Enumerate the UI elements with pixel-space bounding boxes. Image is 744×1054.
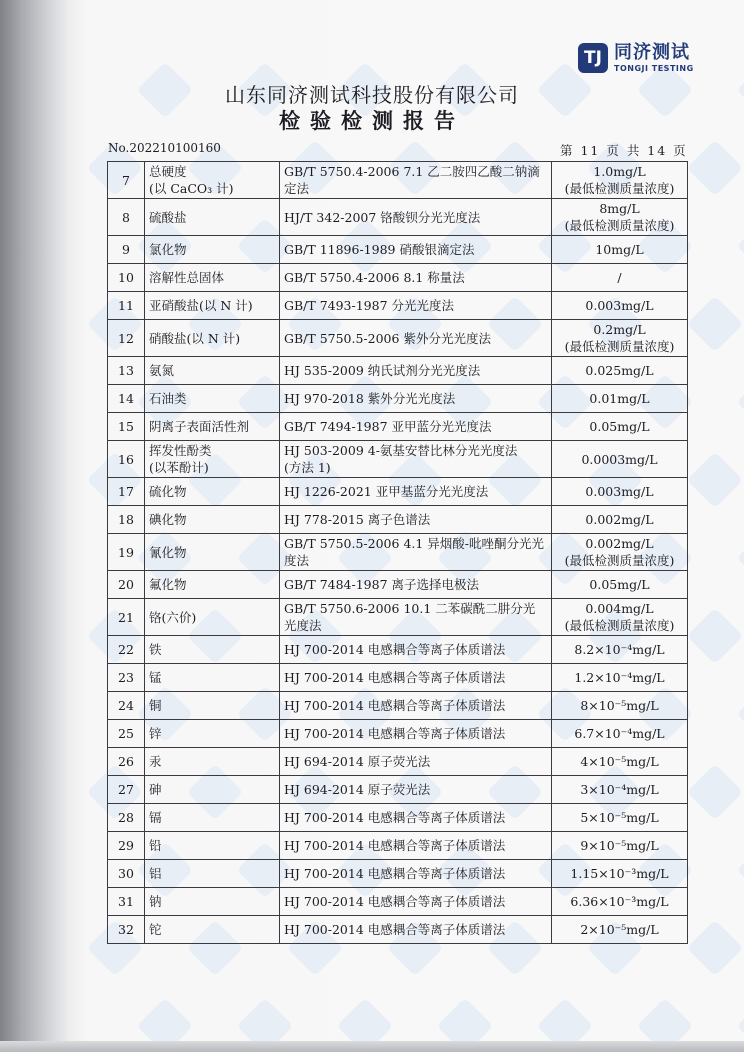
item-name: 碘化物 <box>145 506 280 534</box>
table-row <box>108 413 688 441</box>
test-method: HJ 700-2014 电感耦合等离子体质谱法 <box>280 888 552 916</box>
item-name: 挥发性酚类 (以苯酚计) <box>145 441 280 478</box>
watermark-logo-icon <box>737 842 744 899</box>
test-items-table <box>107 161 688 944</box>
test-method: HJ 694-2014 原子荧光法 <box>280 776 552 804</box>
table-row <box>108 804 688 832</box>
item-name: 钠 <box>145 888 280 916</box>
item-name: 硝酸盐(以 N 计) <box>145 320 280 357</box>
detection-limit: 4×10⁻⁵mg/L <box>552 748 688 776</box>
detection-limit: 0.004mg/L (最低检测质量浓度) <box>552 599 688 636</box>
item-name: 铅 <box>145 832 280 860</box>
item-name: 铁 <box>145 636 280 664</box>
test-method: GB/T 5750.4-2006 7.1 乙二胺四乙酸二钠滴定法 <box>280 162 552 199</box>
item-name: 硫化物 <box>145 478 280 506</box>
detection-limit: 0.002mg/L (最低检测质量浓度) <box>552 534 688 571</box>
detection-limit: 6.7×10⁻⁴mg/L <box>552 720 688 748</box>
row-number: 16 <box>108 441 145 478</box>
table-row <box>108 441 688 478</box>
item-name: 镉 <box>145 804 280 832</box>
test-method: HJ 1226-2021 亚甲基蓝分光光度法 <box>280 478 552 506</box>
item-name: 锰 <box>145 664 280 692</box>
row-number: 21 <box>108 599 145 636</box>
test-method: HJ 700-2014 电感耦合等离子体质谱法 <box>280 804 552 832</box>
detection-limit: 9×10⁻⁵mg/L <box>552 832 688 860</box>
row-number: 19 <box>108 534 145 571</box>
detection-limit: 8mg/L (最低检测质量浓度) <box>552 199 688 236</box>
row-number: 12 <box>108 320 145 357</box>
test-method: HJ 700-2014 电感耦合等离子体质谱法 <box>280 636 552 664</box>
row-number: 24 <box>108 692 145 720</box>
item-name: 石油类 <box>145 385 280 413</box>
test-method: HJ 700-2014 电感耦合等离子体质谱法 <box>280 720 552 748</box>
test-method: HJ 700-2014 电感耦合等离子体质谱法 <box>280 860 552 888</box>
detection-limit: 0.05mg/L <box>552 413 688 441</box>
watermark-logo-icon <box>687 296 744 353</box>
table-row <box>108 478 688 506</box>
row-number: 10 <box>108 264 145 292</box>
detection-limit: 0.0003mg/L <box>552 441 688 478</box>
item-name: 铜 <box>145 692 280 720</box>
row-number: 25 <box>108 720 145 748</box>
table-row <box>108 888 688 916</box>
table-row <box>108 636 688 664</box>
test-method: HJ 700-2014 电感耦合等离子体质谱法 <box>280 664 552 692</box>
watermark-logo-icon <box>687 608 744 665</box>
item-name: 溶解性总固体 <box>145 264 280 292</box>
detection-limit: 10mg/L <box>552 236 688 264</box>
row-number: 13 <box>108 357 145 385</box>
table-row <box>108 264 688 292</box>
table-row <box>108 692 688 720</box>
detection-limit: 8.2×10⁻⁴mg/L <box>552 636 688 664</box>
item-name: 铬(六价) <box>145 599 280 636</box>
item-name: 砷 <box>145 776 280 804</box>
test-method: HJ/T 342-2007 铬酸钡分光光度法 <box>280 199 552 236</box>
page-indicator: 第 11 页 共 14 页 <box>560 143 688 158</box>
item-name: 总硬度 (以 CaCO₃ 计) <box>145 162 280 199</box>
test-method: HJ 535-2009 纳氏试剂分光光度法 <box>280 357 552 385</box>
detection-limit: 1.15×10⁻³mg/L <box>552 860 688 888</box>
test-method: HJ 970-2018 紫外分光光度法 <box>280 385 552 413</box>
item-name: 锌 <box>145 720 280 748</box>
table-row <box>108 748 688 776</box>
test-method: HJ 700-2014 电感耦合等离子体质谱法 <box>280 916 552 944</box>
test-method: GB/T 7493-1987 分光光度法 <box>280 292 552 320</box>
test-method: HJ 700-2014 电感耦合等离子体质谱法 <box>280 832 552 860</box>
row-number: 26 <box>108 748 145 776</box>
table-row <box>108 199 688 236</box>
test-method: GB/T 5750.5-2006 紫外分光光度法 <box>280 320 552 357</box>
detection-limit: 3×10⁻⁴mg/L <box>552 776 688 804</box>
detection-limit: 6.36×10⁻³mg/L <box>552 888 688 916</box>
test-method: GB/T 5750.6-2006 10.1 二苯碳酰二肼分光光度法 <box>280 599 552 636</box>
detection-limit: 8×10⁻⁵mg/L <box>552 692 688 720</box>
test-method: HJ 778-2015 离子色谱法 <box>280 506 552 534</box>
table-row <box>108 832 688 860</box>
watermark-logo-icon <box>687 452 744 509</box>
test-method: HJ 503-2009 4-氨基安替比林分光光度法 (方法 1) <box>280 441 552 478</box>
detection-limit: / <box>552 264 688 292</box>
detection-limit: 0.2mg/L (最低检测质量浓度) <box>552 320 688 357</box>
test-method: GB/T 7484-1987 离子选择电极法 <box>280 571 552 599</box>
logo-name-en: TONGJI TESTING <box>614 63 694 73</box>
tongji-logo-icon: TJ <box>578 43 608 73</box>
row-number: 23 <box>108 664 145 692</box>
table-row <box>108 776 688 804</box>
row-number: 14 <box>108 385 145 413</box>
row-number: 8 <box>108 199 145 236</box>
watermark-logo-icon <box>737 530 744 587</box>
test-method: GB/T 5750.4-2006 8.1 称量法 <box>280 264 552 292</box>
detection-limit: 0.05mg/L <box>552 571 688 599</box>
detection-limit: 0.01mg/L <box>552 385 688 413</box>
company-logo <box>578 40 708 76</box>
table-row <box>108 571 688 599</box>
row-number: 17 <box>108 478 145 506</box>
item-name: 亚硝酸盐(以 N 计) <box>145 292 280 320</box>
table-row <box>108 599 688 636</box>
watermark-logo-icon <box>737 374 744 431</box>
table-row <box>108 357 688 385</box>
row-number: 29 <box>108 832 145 860</box>
table-row <box>108 720 688 748</box>
table-row <box>108 860 688 888</box>
item-name: 铊 <box>145 916 280 944</box>
test-method: GB/T 7494-1987 亚甲蓝分光光度法 <box>280 413 552 441</box>
row-number: 7 <box>108 162 145 199</box>
detection-limit: 0.002mg/L <box>552 506 688 534</box>
row-number: 11 <box>108 292 145 320</box>
detection-limit: 1.2×10⁻⁴mg/L <box>552 664 688 692</box>
table-row <box>108 664 688 692</box>
row-number: 30 <box>108 860 145 888</box>
table-row <box>108 534 688 571</box>
detection-limit: 1.0mg/L (最低检测质量浓度) <box>552 162 688 199</box>
scan-bottom-edge <box>0 1041 744 1052</box>
detection-limit: 2×10⁻⁵mg/L <box>552 916 688 944</box>
row-number: 18 <box>108 506 145 534</box>
item-name: 氨氮 <box>145 357 280 385</box>
table-row <box>108 292 688 320</box>
watermark-logo-icon <box>737 686 744 743</box>
report-title: 检验检测报告 <box>279 108 465 133</box>
watermark-logo-icon <box>687 140 744 197</box>
item-name: 铝 <box>145 860 280 888</box>
report-number: No.202210100160 <box>108 141 221 155</box>
item-name: 氟化物 <box>145 571 280 599</box>
row-number: 31 <box>108 888 145 916</box>
table-row <box>108 506 688 534</box>
detection-limit: 5×10⁻⁵mg/L <box>552 804 688 832</box>
row-number: 32 <box>108 916 145 944</box>
watermark-logo-icon <box>687 920 744 977</box>
detection-limit: 0.003mg/L <box>552 478 688 506</box>
company-name: 山东同济测试科技股份有限公司 <box>225 83 519 107</box>
row-number: 27 <box>108 776 145 804</box>
table-row <box>108 385 688 413</box>
row-number: 15 <box>108 413 145 441</box>
test-method: GB/T 11896-1989 硝酸银滴定法 <box>280 236 552 264</box>
item-name: 阴离子表面活性剂 <box>145 413 280 441</box>
watermark-logo-icon <box>737 218 744 275</box>
row-number: 22 <box>108 636 145 664</box>
table-row <box>108 236 688 264</box>
detection-limit: 0.003mg/L <box>552 292 688 320</box>
watermark-logo-icon <box>687 764 744 821</box>
table-row <box>108 162 688 199</box>
logo-name-cn: 同济测试 <box>614 41 690 63</box>
row-number: 28 <box>108 804 145 832</box>
test-method: HJ 700-2014 电感耦合等离子体质谱法 <box>280 692 552 720</box>
item-name: 氰化物 <box>145 534 280 571</box>
detection-limit: 0.025mg/L <box>552 357 688 385</box>
row-number: 20 <box>108 571 145 599</box>
row-number: 9 <box>108 236 145 264</box>
test-method: HJ 694-2014 原子荧光法 <box>280 748 552 776</box>
test-method: GB/T 5750.5-2006 4.1 异烟酸-吡唑酮分光光度法 <box>280 534 552 571</box>
item-name: 硫酸盐 <box>145 199 280 236</box>
table-row <box>108 320 688 357</box>
table-row <box>108 916 688 944</box>
item-name: 汞 <box>145 748 280 776</box>
item-name: 氯化物 <box>145 236 280 264</box>
test-items-body <box>108 162 688 944</box>
